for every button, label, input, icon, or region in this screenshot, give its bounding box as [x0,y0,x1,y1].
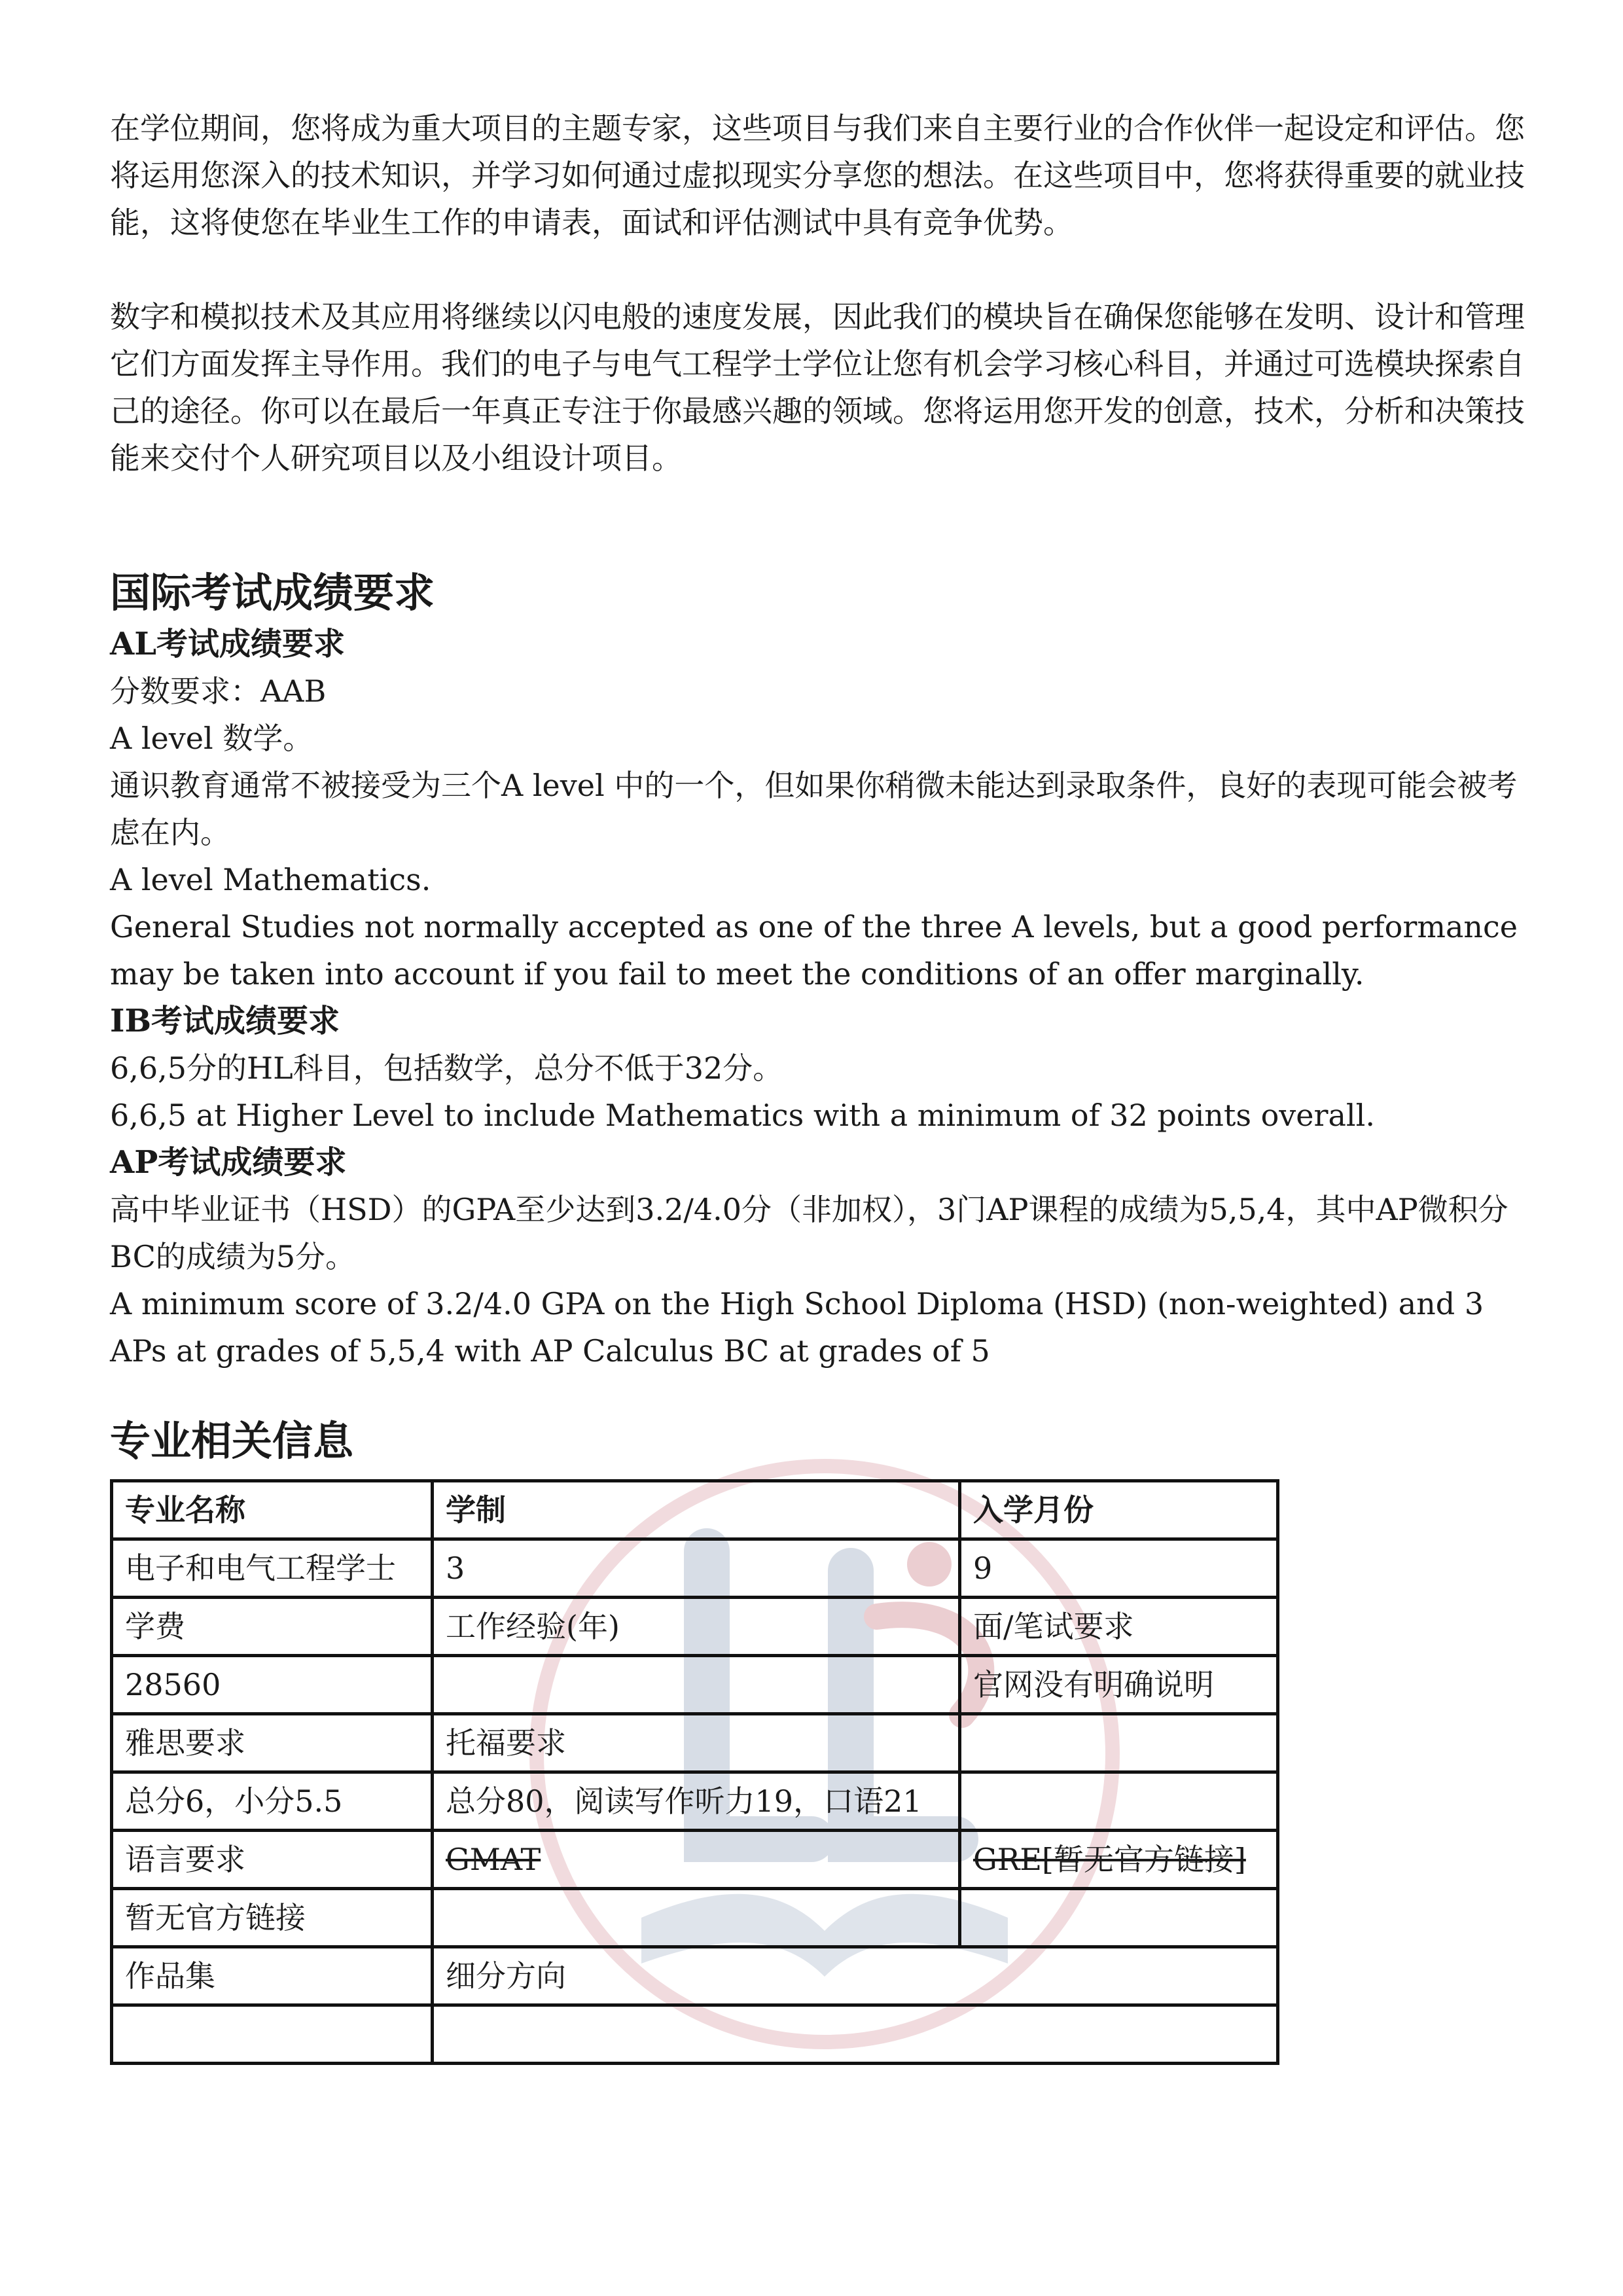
table-cell [960,1772,1278,1831]
table-cell: 语言要求 [112,1831,433,1889]
table-cell: 托福要求 [433,1714,960,1772]
table-header-cell: 学制 [433,1481,960,1539]
ap-heading: AP考试成绩要求 [110,1144,347,1181]
table-row [112,1656,1278,1714]
table-row [112,1481,1278,1539]
table-row [112,1947,1278,2005]
table-row [112,2005,1278,2064]
al-line: 通识教育通常不被接受为三个A level 中的一个，但如果你稍微未能达到录取条件，良好的表现可能会被考虑在内。 [110,768,1518,850]
intro-paragraph-2: 数字和模拟技术及其应用将继续以闪电般的速度发展，因此我们的模块旨在确保您能够在发明、设计和管理它们方面发挥主导作用。我们的电子与电气工程学士学位让您有机会学习核心科目，并通过可选模块探索自己的途径。你可以在最后一年真正专注于你最感兴趣的领域。您将运用您开发的创意，技术，分析和决策技能来交付个人研究项目以及小组设计项目。 [110,299,1525,476]
ap-line: A minimum score of 3.2/4.0 GPA on the High School Diploma (HSD) (non-weighted) and 3 APs at grades of 5,5,4 with AP Calculus BC at grades of 5 [110,1286,1484,1369]
table-cell: 学费 [112,1598,433,1656]
program-info-table [110,1479,1279,2065]
table-row [112,1539,1278,1598]
ib-heading: IB考试成绩要求 [110,1003,340,1039]
al-heading: AL考试成绩要求 [110,626,345,662]
document-page [110,105,1537,2065]
table-cell: 3 [433,1539,960,1598]
exam-requirements-section [110,565,1537,1374]
table-cell: 细分方向 [433,1947,1278,2005]
table-row [112,1889,1278,1947]
table-row [112,1714,1278,1772]
al-line: General Studies not normally accepted as one of the three A levels, but a good performance may be taken into account if you fail to meet the conditions of an offer marginally. [110,909,1518,992]
table-header-cell: 专业名称 [112,1481,433,1539]
table-cell: 电子和电气工程学士 [112,1539,433,1598]
al-line: A level 数学。 [110,721,313,756]
al-line: A level Mathematics. [110,862,431,897]
table-header-cell: 入学月份 [960,1481,1278,1539]
table-cell [960,1889,1278,1947]
intro-paragraph-1: 在学位期间，您将成为重大项目的主题专家，这些项目与我们来自主要行业的合作伙伴一起设定和评估。您将运用您深入的技术知识，并学习如何通过虚拟现实分享您的想法。在这些项目中，您将获得重要的就业技能，这将使您在毕业生工作的申请表，面试和评估测试中具有竞争优势。 [110,111,1525,240]
table-cell [433,1889,960,1947]
table-cell-strikethrough: GRE[暂无官方链接] [960,1831,1278,1889]
table-cell: 面/笔试要求 [960,1598,1278,1656]
table-cell [433,1656,960,1714]
section-title-program: 专业相关信息 [110,1417,354,1465]
table-cell: 暂无官方链接 [112,1889,433,1947]
ap-line: 高中毕业证书（HSD）的GPA至少达到3.2/4.0分（非加权），3门AP课程的成绩为5,5,4，其中AP微积分BC的成绩为5分。 [110,1192,1508,1274]
table-cell: 作品集 [112,1947,433,2005]
ib-line: 6,6,5分的HL科目，包括数学，总分不低于32分。 [110,1050,783,1086]
table-cell [433,2005,1278,2064]
table-cell: 雅思要求 [112,1714,433,1772]
table-cell [112,2005,433,2064]
table-row [112,1831,1278,1889]
table-cell: 工作经验(年) [433,1598,960,1656]
ib-line: 6,6,5 at Higher Level to include Mathematics with a minimum of 32 points overall. [110,1098,1375,1133]
table-cell: 9 [960,1539,1278,1598]
table-cell: 28560 [112,1656,433,1714]
table-cell: 总分80，阅读写作听力19，口语21 [433,1772,960,1831]
table-cell-strikethrough: GMAT [433,1831,960,1889]
program-info-section [110,1414,1537,2065]
al-line: 分数要求：AAB [110,673,327,709]
table-cell: 官网没有明确说明 [960,1656,1278,1714]
table-cell [960,1714,1278,1772]
table-row [112,1598,1278,1656]
table-cell: 总分6，小分5.5 [112,1772,433,1831]
section-title-exam: 国际考试成绩要求 [110,569,435,617]
table-row [112,1772,1278,1831]
